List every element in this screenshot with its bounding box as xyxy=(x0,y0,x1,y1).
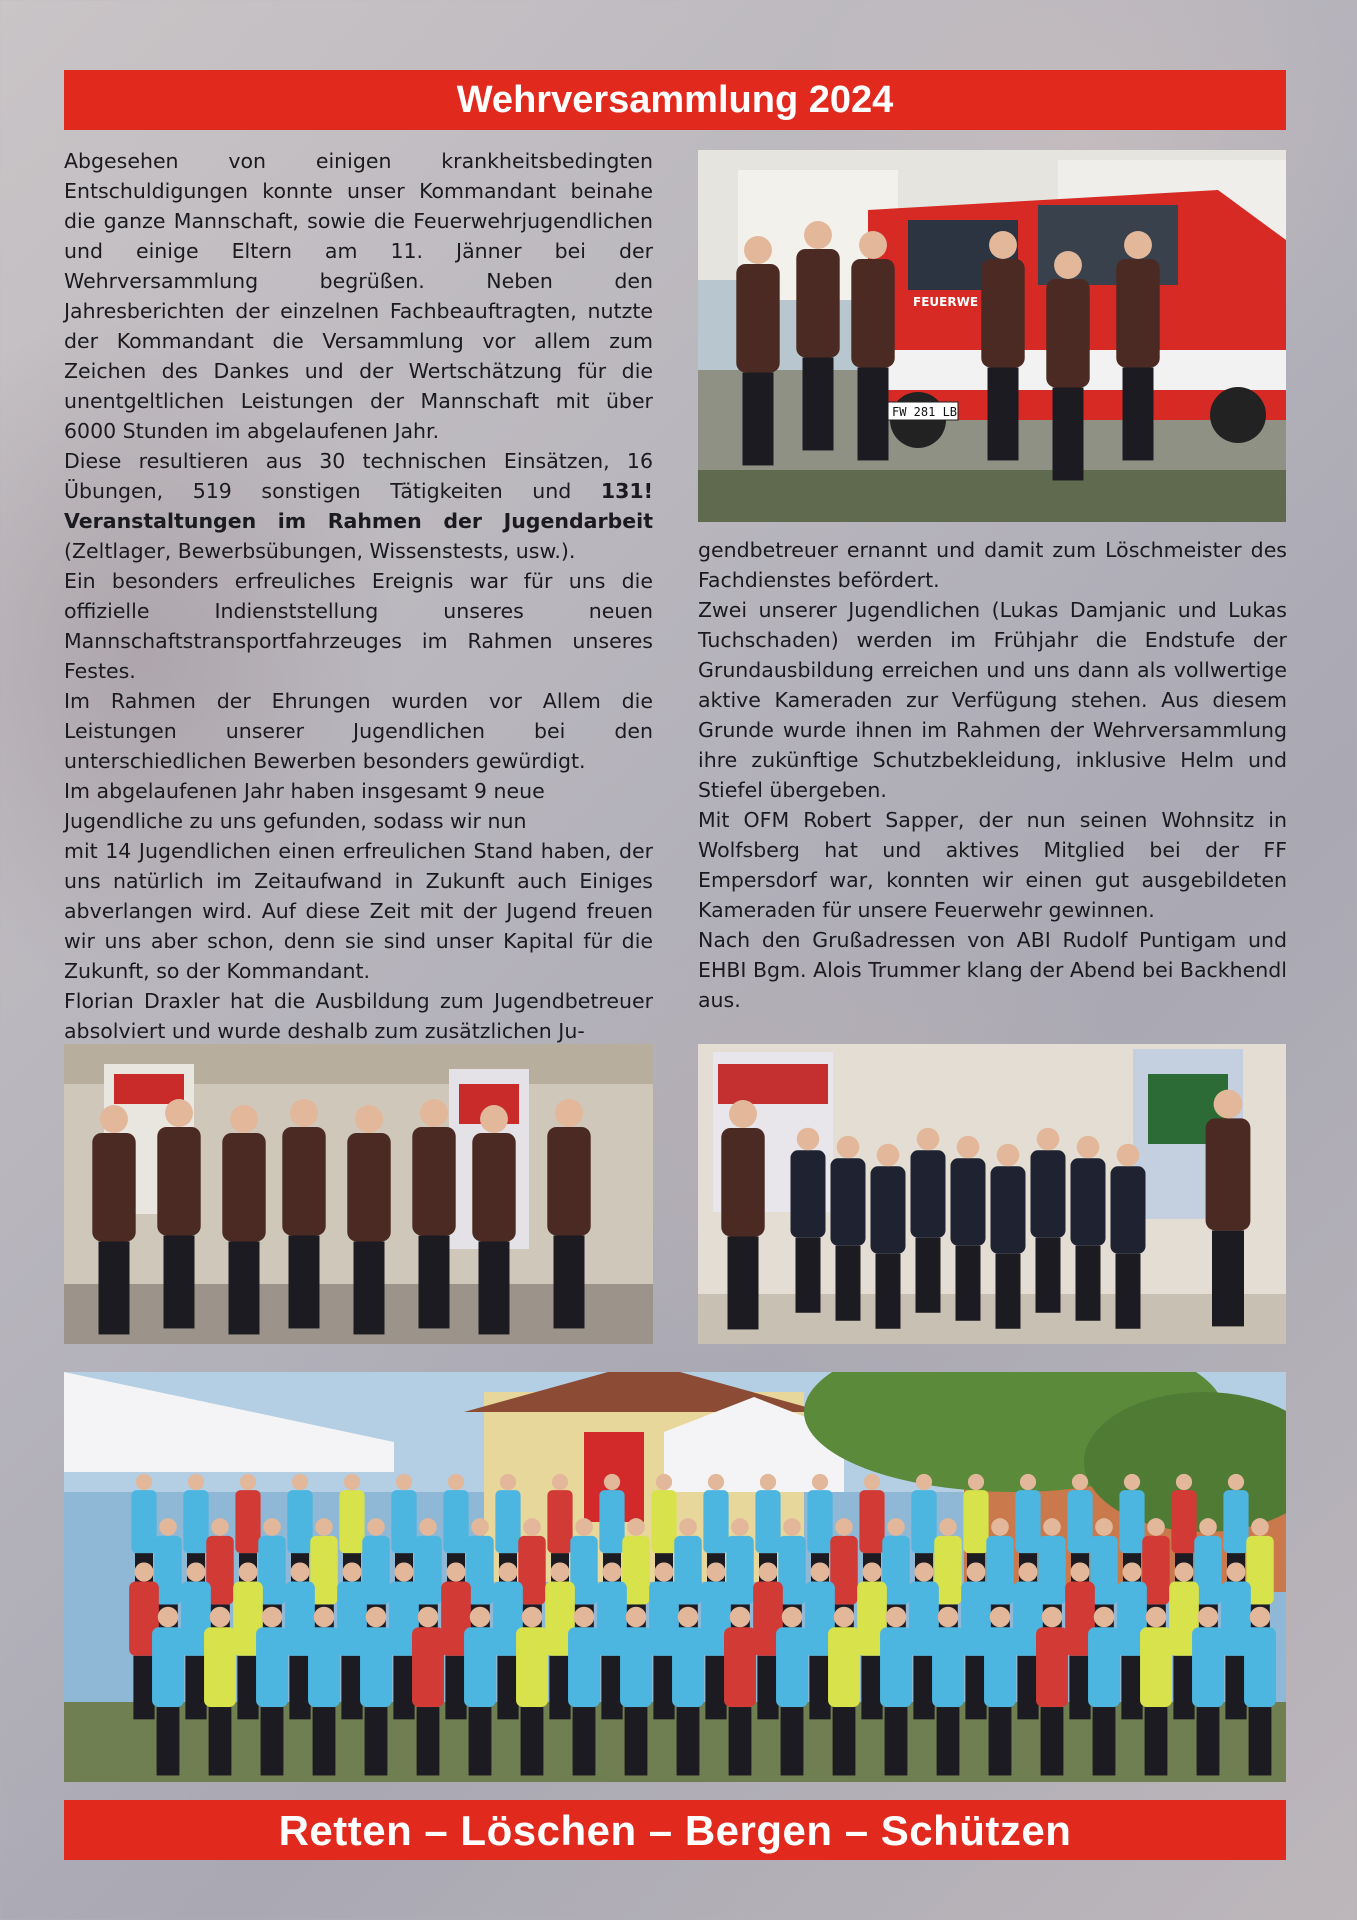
person-figure xyxy=(157,1099,200,1328)
person-figure xyxy=(851,231,894,460)
person-figure xyxy=(984,1607,1016,1776)
person-figure xyxy=(347,1105,390,1334)
person-figure xyxy=(831,1136,866,1321)
person-figure xyxy=(991,1144,1026,1329)
person-figure xyxy=(791,1128,826,1313)
person-figure xyxy=(92,1105,135,1334)
article-paragraph: Im abgelaufenen Jahr haben insgesamt 9 neue Jugendliche zu uns gefunden, sodass wir nun xyxy=(64,779,545,833)
person-figure xyxy=(871,1144,906,1329)
photo-group-festival xyxy=(64,1372,1286,1782)
person-figure xyxy=(721,1100,764,1329)
person-figure xyxy=(1071,1136,1106,1321)
person-figure xyxy=(547,1099,590,1328)
person-figure xyxy=(1088,1607,1120,1776)
photo-honored-members xyxy=(64,1044,653,1344)
photo-fire-youth xyxy=(698,1044,1286,1344)
person-figure xyxy=(1116,231,1159,460)
person-figure xyxy=(620,1607,652,1776)
footer-slogan: Retten – Löschen – Bergen – Schützen xyxy=(64,1800,1286,1860)
person-figure xyxy=(308,1607,340,1776)
svg-text:FW 281 LB: FW 281 LB xyxy=(892,405,958,419)
person-figure xyxy=(1192,1607,1224,1776)
person-figure xyxy=(951,1136,986,1321)
article-paragraph: Im Rahmen der Ehrungen wurden vor Allem die Leistungen unserer Jugendlichen bei den unterschiedlichen Bewerben besonders gewürdigt. xyxy=(64,689,653,773)
svg-text:FEUERWE: FEUERWE xyxy=(913,295,979,309)
person-figure xyxy=(981,231,1024,460)
person-figure xyxy=(360,1607,392,1776)
article-paragraph: Nach den Grußadressen von ABI Rudolf Puntigam und EHBI Bgm. Alois Trummer klang der Abend bei Backhendl aus. xyxy=(698,928,1287,1012)
person-figure xyxy=(932,1607,964,1776)
person-figure xyxy=(256,1607,288,1776)
article-paragraph: Mit OFM Robert Sapper, der nun seinen Wohnsitz in Wolfsberg hat und aktives Mitglied bei der FF Empersdorf war, konnten wir einen gut ausgebildeten Kameraden für unsere Feuerwehr gewinnen. xyxy=(698,808,1287,922)
person-figure xyxy=(828,1607,860,1776)
person-figure xyxy=(412,1099,455,1328)
article-paragraph: Florian Draxler hat die Ausbildung zum Jugendbetreuer absolviert und wurde deshalb zum zusätzlichen Ju- xyxy=(64,989,653,1043)
person-figure xyxy=(672,1607,704,1776)
page-title: Wehrversammlung 2024 xyxy=(64,70,1286,130)
article-paragraph: Abgesehen von einigen krankheitsbedingten Entschuldigungen konnte unser Kommandant beinahe die ganze Mannschaft, sowie die Feuerwehrjugendlichen und einige Eltern am 11. Jänner bei der Wehrversammlung begrüßen. Neben den Jahresberichten der einzelnen Fachbeauftragten, nutzte der Kommandant die Versammlung vor allem zum Zeichen des Dankes und der Wertschätzung für die unentgeltlichen Leistungen der Mannschaft mit über 6000 Stunden im abgelaufenen Jahr. xyxy=(64,149,653,443)
person-figure xyxy=(464,1607,496,1776)
article-paragraph: Zwei unserer Jugendlichen (Lukas Damjanic und Lukas Tuchschaden) werden im Frühjahr die Endstufe der Grundausbildung erreichen und uns dann als vollwertige aktive Kameraden zur Verfügung stehen. Aus diesem Grunde wurde ihnen im Rahmen der Wehrversammlung ihre zukünftige Schutzbekleidung, inklusive Helm und Stiefel übergeben. xyxy=(698,598,1287,802)
article-paragraph: gendbetreuer ernannt und damit zum Löschmeister des Fachdienstes befördert. xyxy=(698,538,1287,592)
person-figure xyxy=(222,1105,265,1334)
person-figure xyxy=(1046,251,1089,480)
person-figure xyxy=(516,1607,548,1776)
article-paragraph: Diese resultieren aus 30 technischen Einsätzen, 16 Übungen, 519 sonstigen Tätigkeiten und 131! Veranstaltungen im Rahmen der Jugendarbeit (Zeltlager, Bewerbsübungen, Wissenstests, usw.). xyxy=(64,449,653,563)
person-figure xyxy=(1036,1607,1068,1776)
person-figure xyxy=(724,1607,756,1776)
person-figure xyxy=(880,1607,912,1776)
photo-vehicle-handover xyxy=(698,150,1286,522)
person-figure xyxy=(1031,1128,1066,1313)
person-figure xyxy=(1206,1090,1251,1327)
article-paragraph: mit 14 Jugendlichen einen erfreulichen Stand haben, der uns natürlich im Zeitaufwand in Zukunft auch Einiges abverlangen wird. Auf diese Zeit mit der Jugend freuen wir uns aber schon, denn sie sind unser Kapital für die Zukunft, so der Kommandant. xyxy=(64,839,653,983)
person-figure xyxy=(1140,1607,1172,1776)
article-left-column xyxy=(64,146,653,1046)
person-figure xyxy=(204,1607,236,1776)
person-figure xyxy=(776,1607,808,1776)
person-figure xyxy=(796,221,839,450)
person-figure xyxy=(1244,1607,1276,1776)
person-figure xyxy=(412,1607,444,1776)
person-figure xyxy=(736,236,779,465)
person-figure xyxy=(472,1105,515,1334)
article-right-column xyxy=(698,535,1287,1015)
person-figure xyxy=(568,1607,600,1776)
person-figure xyxy=(282,1099,325,1328)
person-figure xyxy=(1111,1144,1146,1329)
person-figure xyxy=(152,1607,184,1776)
person-figure xyxy=(911,1128,946,1313)
article-paragraph: Ein besonders erfreuliches Ereignis war für uns die offizielle Indienststellung unseres neuen Mannschaftstransportfahrzeuges im Rahmen unseres Festes. xyxy=(64,569,653,683)
